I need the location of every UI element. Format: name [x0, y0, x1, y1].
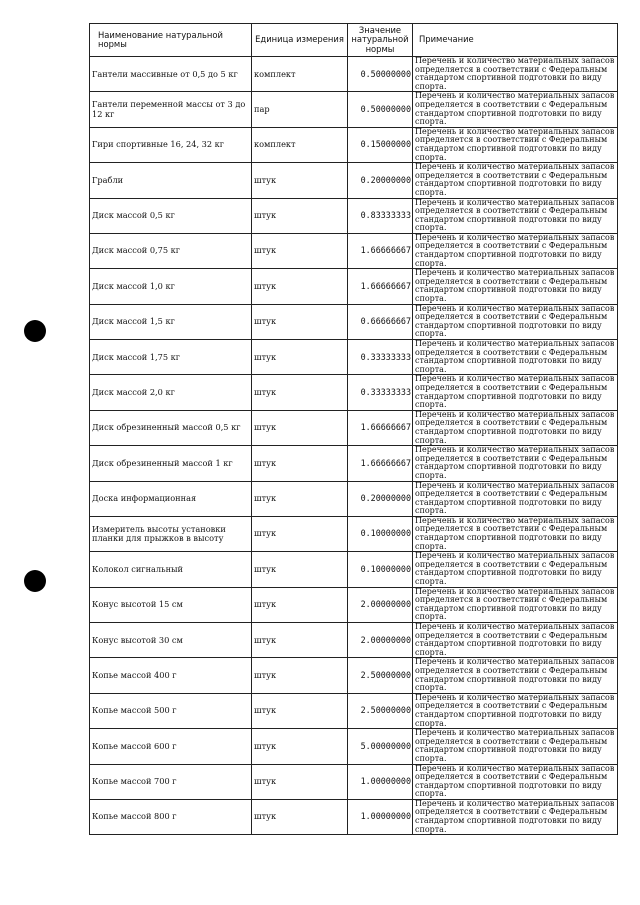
- table-row: [90, 92, 618, 127]
- row-name-cell: Диск обрезиненный массой 0,5 кг: [90, 410, 252, 445]
- header-name: Наименование натуральной нормы: [90, 24, 252, 57]
- row-note-cell: Перечень и количество материальных запасов определяется в соответствии с Федеральным стандартом спортивной подготовки по виду спорта.: [413, 658, 618, 693]
- header-note: Примечание: [413, 24, 618, 57]
- row-value-cell: 1.66666667: [348, 233, 413, 268]
- row-unit-cell: штук: [252, 446, 348, 481]
- row-note-cell: Перечень и количество материальных запасов определяется в соответствии с Федеральным стандартом спортивной подготовки по виду спорта.: [413, 233, 618, 268]
- row-value-cell: 2.00000000: [348, 623, 413, 658]
- row-note-cell: Перечень и количество материальных запасов определяется в соответствии с Федеральным стандартом спортивной подготовки по виду спорта.: [413, 127, 618, 162]
- row-name-cell: Диск массой 1,5 кг: [90, 304, 252, 339]
- row-name-cell: Измеритель высоты установки планки для прыжков в высоту: [90, 516, 252, 551]
- row-value-cell: 0.33333333: [348, 375, 413, 410]
- row-note-cell: Перечень и количество материальных запасов определяется в соответствии с Федеральным стандартом спортивной подготовки по виду спорта.: [413, 410, 618, 445]
- table-row: [90, 446, 618, 481]
- row-unit-cell: штук: [252, 799, 348, 834]
- row-unit-cell: штук: [252, 410, 348, 445]
- row-value-cell: 2.00000000: [348, 587, 413, 622]
- row-unit-cell: штук: [252, 198, 348, 233]
- row-value-cell: 0.66666667: [348, 304, 413, 339]
- row-unit-cell: штук: [252, 552, 348, 587]
- row-value-cell: 0.15000000: [348, 127, 413, 162]
- row-note-cell: Перечень и количество материальных запасов определяется в соответствии с Федеральным стандартом спортивной подготовки по виду спорта.: [413, 304, 618, 339]
- row-note-cell: Перечень и количество материальных запасов определяется в соответствии с Федеральным стандартом спортивной подготовки по виду спорта.: [413, 269, 618, 304]
- row-note-cell: Перечень и количество материальных запасов определяется в соответствии с Федеральным стандартом спортивной подготовки по виду спорта.: [413, 163, 618, 198]
- row-name-cell: Гантели переменной массы от 3 до 12 кг: [90, 92, 252, 127]
- table-row: [90, 57, 618, 92]
- table-row: [90, 552, 618, 587]
- row-value-cell: 1.00000000: [348, 799, 413, 834]
- row-note-cell: Перечень и количество материальных запасов определяется в соответствии с Федеральным стандартом спортивной подготовки по виду спорта.: [413, 481, 618, 516]
- row-note-cell: Перечень и количество материальных запасов определяется в соответствии с Федеральным стандартом спортивной подготовки по виду спорта.: [413, 764, 618, 799]
- row-value-cell: 2.50000000: [348, 693, 413, 728]
- row-value-cell: 0.33333333: [348, 340, 413, 375]
- row-name-cell: Диск массой 1,0 кг: [90, 269, 252, 304]
- table-row: [90, 516, 618, 551]
- row-name-cell: Конус высотой 15 см: [90, 587, 252, 622]
- table-row: [90, 410, 618, 445]
- row-value-cell: 0.50000000: [348, 92, 413, 127]
- header-unit: Единица измерения: [252, 24, 348, 57]
- table-row: [90, 340, 618, 375]
- table-row: [90, 693, 618, 728]
- row-note-cell: Перечень и количество материальных запасов определяется в соответствии с Федеральным стандартом спортивной подготовки по виду спорта.: [413, 516, 618, 551]
- row-name-cell: Копье массой 600 г: [90, 729, 252, 764]
- row-unit-cell: штук: [252, 340, 348, 375]
- row-name-cell: Гири спортивные 16, 24, 32 кг: [90, 127, 252, 162]
- row-note-cell: Перечень и количество материальных запасов определяется в соответствии с Федеральным стандартом спортивной подготовки по виду спорта.: [413, 623, 618, 658]
- table-row: [90, 764, 618, 799]
- table-row: [90, 658, 618, 693]
- row-name-cell: Диск массой 1,75 кг: [90, 340, 252, 375]
- row-unit-cell: штук: [252, 481, 348, 516]
- row-note-cell: Перечень и количество материальных запасов определяется в соответствии с Федеральным стандартом спортивной подготовки по виду спорта.: [413, 729, 618, 764]
- table-row: [90, 269, 618, 304]
- row-name-cell: Копье массой 500 г: [90, 693, 252, 728]
- row-value-cell: 0.83333333: [348, 198, 413, 233]
- row-unit-cell: штук: [252, 269, 348, 304]
- header-value: Значение натуральной нормы: [348, 24, 413, 57]
- row-unit-cell: штук: [252, 623, 348, 658]
- row-value-cell: 0.10000000: [348, 552, 413, 587]
- row-name-cell: Грабли: [90, 163, 252, 198]
- table-row: [90, 623, 618, 658]
- row-unit-cell: штук: [252, 233, 348, 268]
- row-unit-cell: штук: [252, 304, 348, 339]
- row-value-cell: 2.50000000: [348, 658, 413, 693]
- row-name-cell: Диск массой 2,0 кг: [90, 375, 252, 410]
- row-name-cell: Диск обрезиненный массой 1 кг: [90, 446, 252, 481]
- table-row: [90, 304, 618, 339]
- row-unit-cell: штук: [252, 764, 348, 799]
- table-row: [90, 587, 618, 622]
- row-value-cell: 1.66666667: [348, 410, 413, 445]
- row-name-cell: Копье массой 400 г: [90, 658, 252, 693]
- row-name-cell: Колокол сигнальный: [90, 552, 252, 587]
- row-unit-cell: пар: [252, 92, 348, 127]
- row-value-cell: 1.66666667: [348, 446, 413, 481]
- row-unit-cell: штук: [252, 693, 348, 728]
- row-note-cell: Перечень и количество материальных запасов определяется в соответствии с Федеральным стандартом спортивной подготовки по виду спорта.: [413, 552, 618, 587]
- row-unit-cell: штук: [252, 729, 348, 764]
- row-value-cell: 1.66666667: [348, 269, 413, 304]
- punch-hole: [24, 320, 46, 342]
- row-name-cell: Гантели массивные от 0,5 до 5 кг: [90, 57, 252, 92]
- norms-table: [89, 23, 618, 835]
- row-value-cell: 0.10000000: [348, 516, 413, 551]
- row-name-cell: Копье массой 800 г: [90, 799, 252, 834]
- table-row: [90, 163, 618, 198]
- row-value-cell: 0.20000000: [348, 481, 413, 516]
- table-row: [90, 127, 618, 162]
- row-note-cell: Перечень и количество материальных запасов определяется в соответствии с Федеральным стандартом спортивной подготовки по виду спорта.: [413, 375, 618, 410]
- row-note-cell: Перечень и количество материальных запасов определяется в соответствии с Федеральным стандартом спортивной подготовки по виду спорта.: [413, 92, 618, 127]
- table-header-row: [90, 24, 618, 57]
- row-name-cell: Диск массой 0,5 кг: [90, 198, 252, 233]
- row-unit-cell: штук: [252, 516, 348, 551]
- row-value-cell: 0.50000000: [348, 57, 413, 92]
- row-unit-cell: комплект: [252, 127, 348, 162]
- punch-hole: [24, 570, 46, 592]
- row-note-cell: Перечень и количество материальных запасов определяется в соответствии с Федеральным стандартом спортивной подготовки по виду спорта.: [413, 693, 618, 728]
- row-name-cell: Доска информационная: [90, 481, 252, 516]
- row-name-cell: Копье массой 700 г: [90, 764, 252, 799]
- table-row: [90, 233, 618, 268]
- table-row: [90, 375, 618, 410]
- table-row: [90, 481, 618, 516]
- row-note-cell: Перечень и количество материальных запасов определяется в соответствии с Федеральным стандартом спортивной подготовки по виду спорта.: [413, 446, 618, 481]
- row-note-cell: Перечень и количество материальных запасов определяется в соответствии с Федеральным стандартом спортивной подготовки по виду спорта.: [413, 587, 618, 622]
- row-value-cell: 5.00000000: [348, 729, 413, 764]
- row-unit-cell: штук: [252, 163, 348, 198]
- row-unit-cell: штук: [252, 587, 348, 622]
- row-note-cell: Перечень и количество материальных запасов определяется в соответствии с Федеральным стандартом спортивной подготовки по виду спорта.: [413, 198, 618, 233]
- table-row: [90, 729, 618, 764]
- table-row: [90, 799, 618, 834]
- row-value-cell: 1.00000000: [348, 764, 413, 799]
- row-name-cell: Конус высотой 30 см: [90, 623, 252, 658]
- row-note-cell: Перечень и количество материальных запасов определяется в соответствии с Федеральным стандартом спортивной подготовки по виду спорта.: [413, 57, 618, 92]
- row-unit-cell: комплект: [252, 57, 348, 92]
- row-name-cell: Диск массой 0,75 кг: [90, 233, 252, 268]
- row-unit-cell: штук: [252, 375, 348, 410]
- row-unit-cell: штук: [252, 658, 348, 693]
- row-note-cell: Перечень и количество материальных запасов определяется в соответствии с Федеральным стандартом спортивной подготовки по виду спорта.: [413, 799, 618, 834]
- row-note-cell: Перечень и количество материальных запасов определяется в соответствии с Федеральным стандартом спортивной подготовки по виду спорта.: [413, 340, 618, 375]
- table-row: [90, 198, 618, 233]
- row-value-cell: 0.20000000: [348, 163, 413, 198]
- table-body: [90, 57, 618, 835]
